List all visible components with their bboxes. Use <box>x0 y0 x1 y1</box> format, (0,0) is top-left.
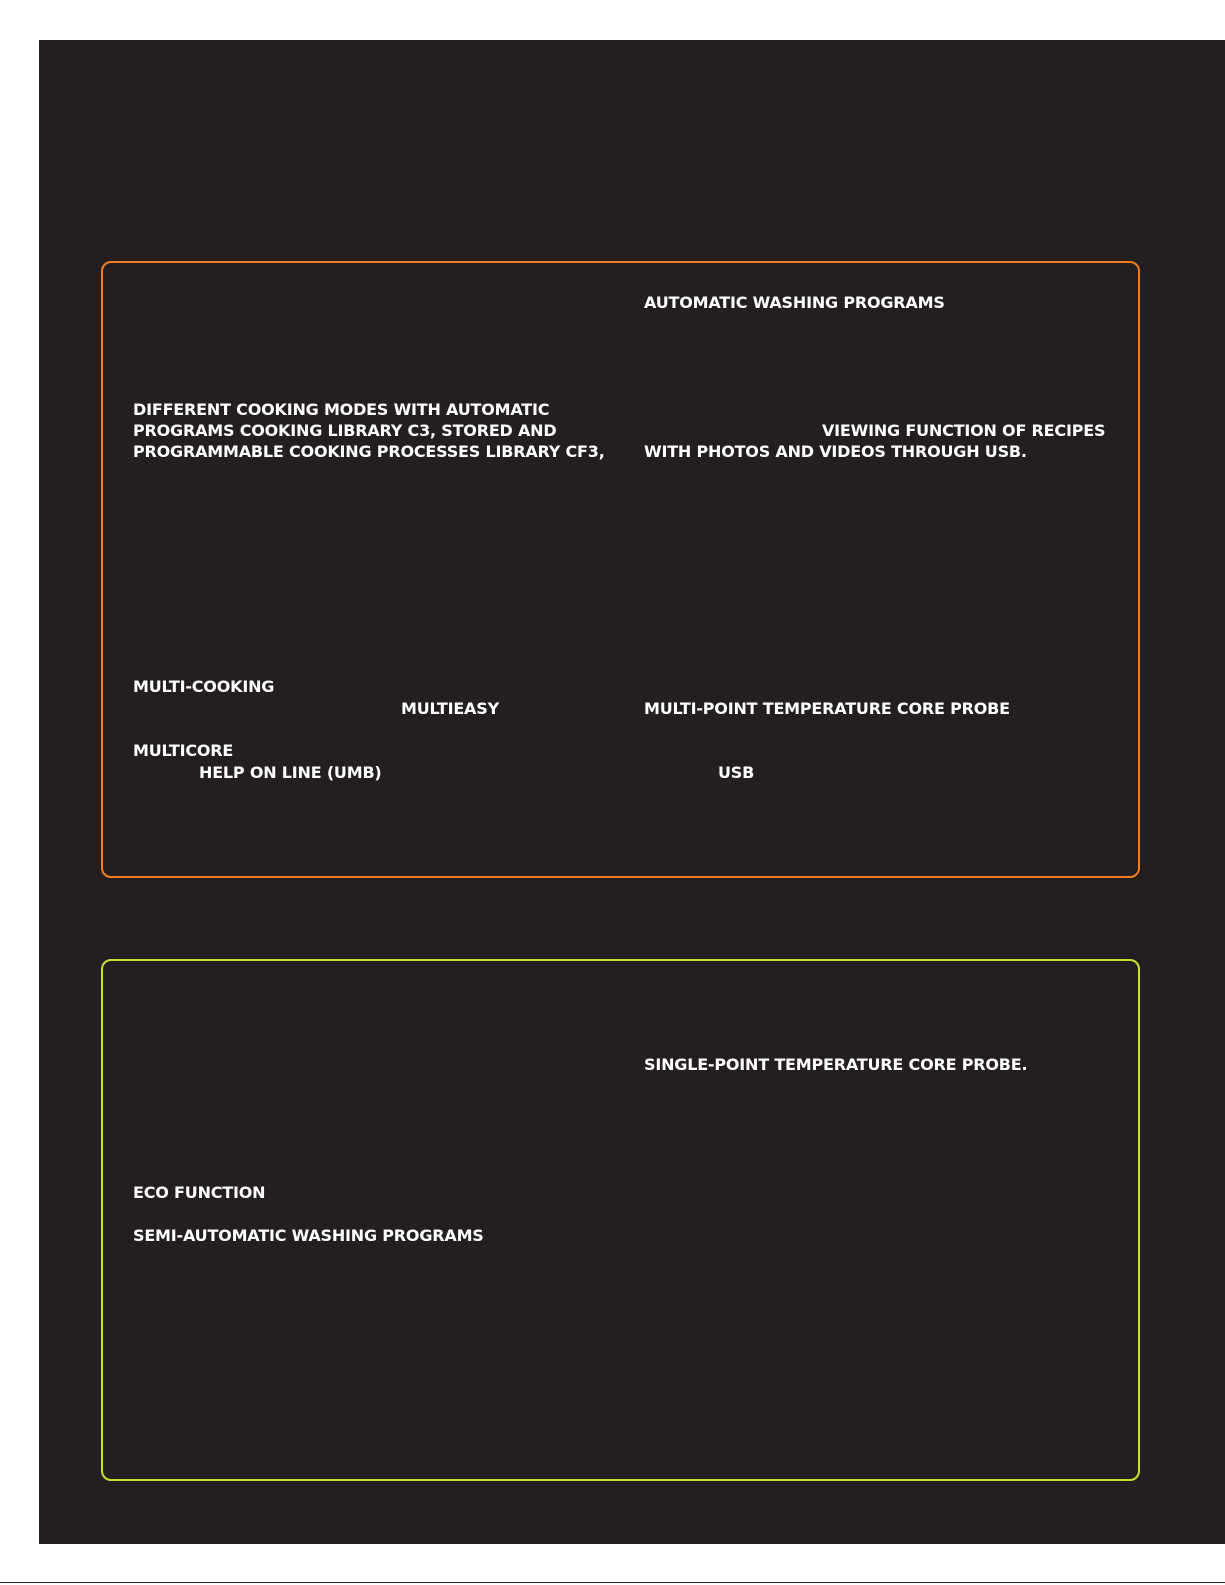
premium-features-box <box>101 261 1140 878</box>
feature-cooking-modes-line2: PROGRAMS COOKING LIBRARY C3, STORED AND <box>133 421 557 440</box>
feature-multi-point-probe: MULTI-POINT TEMPERATURE CORE PROBE <box>644 699 1010 718</box>
feature-usb: USB <box>718 763 755 782</box>
feature-semi-automatic-washing: SEMI-AUTOMATIC WASHING PROGRAMS <box>133 1226 484 1245</box>
feature-multi-cooking: MULTI-COOKING <box>133 677 275 696</box>
feature-automatic-washing: AUTOMATIC WASHING PROGRAMS <box>644 293 945 312</box>
feature-recipes-line1: VIEWING FUNCTION OF RECIPES <box>822 421 1106 440</box>
feature-help-online: HELP ON LINE (UMB) <box>199 763 382 782</box>
feature-recipes-line2: WITH PHOTOS AND VIDEOS THROUGH USB. <box>644 442 1027 461</box>
feature-eco-function: ECO FUNCTION <box>133 1183 266 1202</box>
feature-cooking-modes-line3: PROGRAMMABLE COOKING PROCESSES LIBRARY CF3, <box>133 442 605 461</box>
feature-multicore: MULTICORE <box>133 741 234 760</box>
page-bottom-rule <box>0 1582 1225 1583</box>
feature-cooking-modes-line1: DIFFERENT COOKING MODES WITH AUTOMATIC <box>133 400 550 419</box>
feature-multieasy: MULTIEASY <box>401 699 499 718</box>
standard-features-box <box>101 959 1140 1481</box>
feature-single-point-probe: SINGLE-POINT TEMPERATURE CORE PROBE. <box>644 1055 1028 1074</box>
